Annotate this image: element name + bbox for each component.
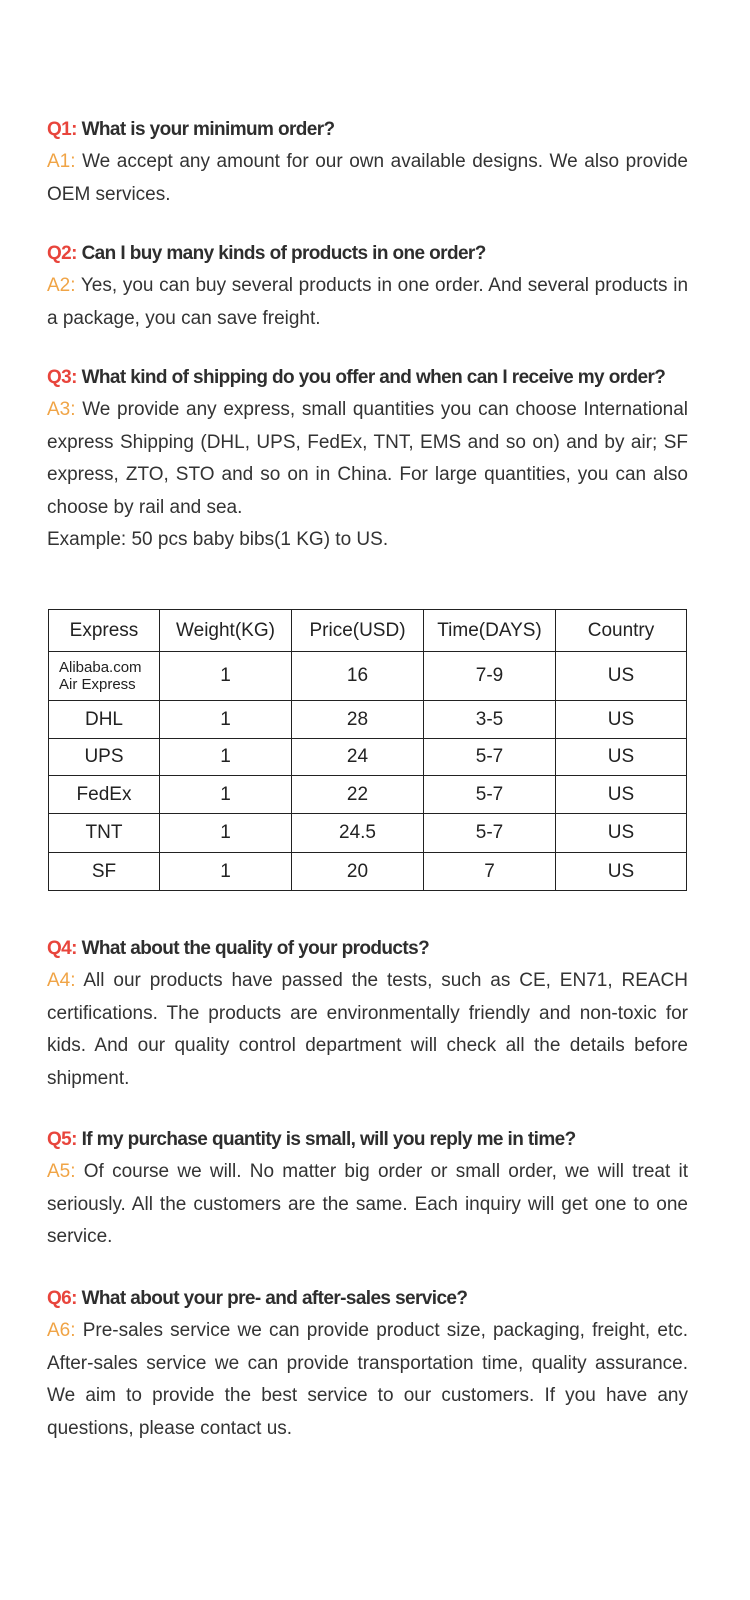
answer: A1: We accept any amount for our own available designs. We also provide OEM services. — [47, 151, 688, 205]
cell-country: US — [556, 853, 687, 891]
column-header: Express — [49, 610, 160, 652]
cell-price: 28 — [292, 701, 424, 739]
cell-time: 5-7 — [424, 739, 556, 776]
answer: A3: We provide any express, small quantities you can choose International express Shipping (DHL, UPS, FedEx, TNT, EMS and so on) and by air; SF express, ZTO, STO and so on in China. For large quantities, you can also choose by rail and sea. — [47, 399, 689, 518]
cell-time: 7 — [424, 853, 556, 891]
cell-price: 22 — [292, 776, 424, 814]
cell-weight: 1 — [160, 652, 292, 701]
column-header: Price(USD) — [292, 610, 424, 652]
cell-price: 16 — [292, 652, 424, 701]
cell-express: FedEx — [49, 776, 160, 814]
faq-item-5 — [47, 1124, 688, 1254]
cell-time: 5-7 — [424, 776, 556, 814]
table-row — [49, 776, 687, 814]
cell-country: US — [556, 652, 687, 701]
cell-weight: 1 — [160, 814, 292, 853]
answer: A6: Pre-sales service we can provide product size, packaging, freight, etc. After-sales service we can provide transportation time, quality assurance. We aim to provide the best service to our customers. If you have any questions, please contact us. — [47, 1320, 689, 1439]
question: Q5: If my purchase quantity is small, will you reply me in time? — [47, 1129, 576, 1150]
question: Q4: What about the quality of your products? — [47, 938, 430, 959]
table-row — [49, 739, 687, 776]
cell-price: 20 — [292, 853, 424, 891]
faq-item-6 — [47, 1283, 688, 1445]
cell-express: Alibaba.com Air Express — [49, 652, 160, 701]
question: Q1: What is your minimum order? — [47, 119, 335, 140]
cell-time: 5-7 — [424, 814, 556, 853]
question: Q6: What about your pre- and after-sales service? — [47, 1288, 468, 1309]
cell-time: 3-5 — [424, 701, 556, 739]
cell-weight: 1 — [160, 701, 292, 739]
cell-express: SF — [49, 853, 160, 891]
column-header: Country — [556, 610, 687, 652]
answer: A2: Yes, you can buy several products in one order. And several products in a package, you can save freight. — [47, 275, 689, 329]
column-header: Weight(KG) — [160, 610, 292, 652]
faq-item-2 — [47, 238, 688, 335]
cell-weight: 1 — [160, 853, 292, 891]
cell-weight: 1 — [160, 739, 292, 776]
cell-country: US — [556, 776, 687, 814]
question: Q3: What kind of shipping do you offer and when can I receive my order? — [47, 367, 666, 388]
table-header-row — [49, 610, 687, 652]
shipping-example: Example: 50 pcs baby bibs(1 KG) to US. — [47, 529, 389, 550]
cell-express: DHL — [49, 701, 160, 739]
faq-item-4 — [47, 933, 688, 1095]
cell-country: US — [556, 739, 687, 776]
answer: A5: Of course we will. No matter big order or small order, we will treat it seriously. All the customers are the same. Each inquiry will get one to one service. — [47, 1161, 689, 1247]
cell-price: 24.5 — [292, 814, 424, 853]
cell-weight: 1 — [160, 776, 292, 814]
table-row — [49, 853, 687, 891]
cell-time: 7-9 — [424, 652, 556, 701]
column-header: Time(DAYS) — [424, 610, 556, 652]
shipping-table — [48, 609, 687, 891]
answer: A4: All our products have passed the tests, such as CE, EN71, REACH certifications. The products are environmentally friendly and non-toxic for kids. And our quality control department will check all the details before shipment. — [47, 970, 688, 1089]
cell-country: US — [556, 814, 687, 853]
cell-country: US — [556, 701, 687, 739]
cell-express: UPS — [49, 739, 160, 776]
table-row — [49, 701, 687, 739]
faq-item-3 — [47, 362, 688, 557]
cell-price: 24 — [292, 739, 424, 776]
cell-express: TNT — [49, 814, 160, 853]
table-row — [49, 814, 687, 853]
faq-item-1 — [47, 114, 688, 211]
question: Q2: Can I buy many kinds of products in one order? — [47, 243, 486, 264]
table-row — [49, 652, 687, 701]
